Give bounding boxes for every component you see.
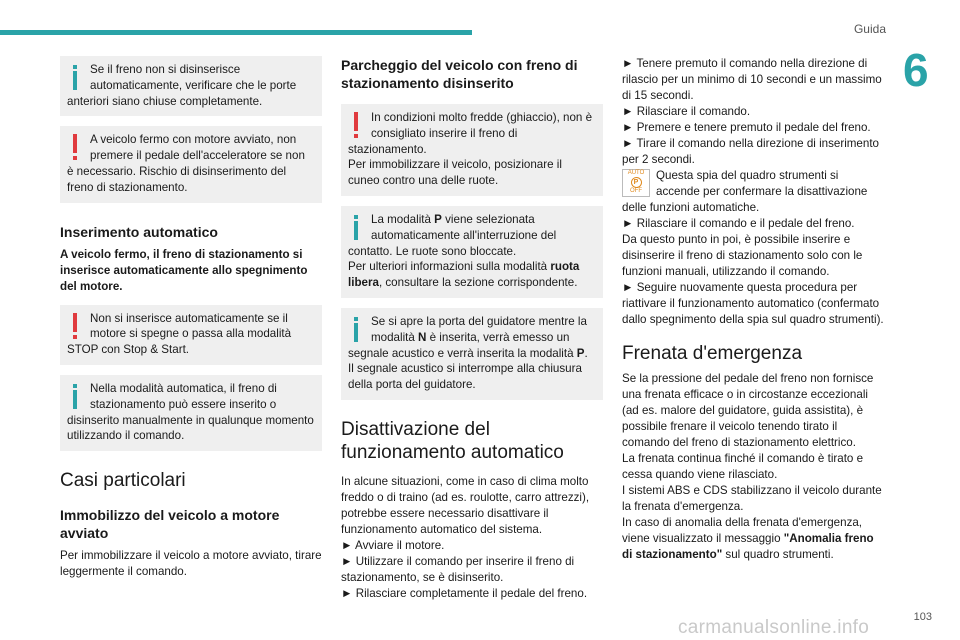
info-note: Se si apre la porta del guidatore mentre la modalità N è inserita, verrà emesso un segnale acustico e verrà inserita la modalità P. Il segnale acustico si interrompe alla chiusura della porta del guidatore. (341, 308, 603, 400)
heading-casi-particolari: Casi particolari (60, 470, 186, 492)
paragraph-frenata-2: La frenata continua finché il comando è tirato e cessa quando viene rilasciato. (622, 452, 864, 481)
info-icon (348, 314, 364, 344)
info-icon (67, 62, 83, 92)
info-icon (67, 381, 83, 411)
paragraph-situazioni: In alcune situazioni, come in caso di clima molto freddo o di traino (ad es. roulotte, carro attrezzi), potrebbe essere necessario disattivare il funzionamento automatico del sistema. (341, 474, 590, 536)
column-3 (622, 56, 884, 563)
heading-inserimento-automatico: Inserimento automatico (60, 223, 218, 240)
heading-immobilizzo: Immobilizzo del veicolo a motore avviato (60, 507, 280, 542)
step-avviare: ► Avviare il motore. (341, 538, 445, 552)
heading-disattivazione: Disattivazione del funzionamento automatico (341, 418, 564, 463)
step-rilasciare-comando: ► Rilasciare il comando. (622, 105, 751, 118)
warning-icon (67, 311, 83, 341)
section-title: Guida (853, 22, 886, 36)
info-note: Nella modalità automatica, il freno di stazionamento può essere inserito o disinserito manualmente in qualunque momento utilizzando il comando. (60, 375, 322, 451)
step-seguire-procedura: ► Seguire nuovamente questa procedura per riattivare il funzionamento automatico (confermato dallo spegnimento della spia sul quadro strumenti). (622, 281, 884, 326)
chapter-number: 6 (903, 44, 929, 96)
column-2 (341, 56, 603, 602)
heading-parcheggio: Parcheggio del veicolo con freno di stazionamento disinserito (341, 57, 578, 91)
step-tenere-premuto: ► Tenere premuto il comando nella direzione di rilascio per un minimo di 10 secondi e un massimo di 15 secondi. (622, 57, 882, 102)
column-1 (60, 56, 322, 580)
warning-note: A veicolo fermo con motore avviato, non premere il pedale dell'acceleratore se non è necessario. Rischio di disinserimento del freno di stazionamento. (60, 126, 322, 202)
warning-icon (67, 132, 83, 162)
info-note: Se il freno non si disinserisce automaticamente, verificare che le porte anteriori siano chiuse completamente. (60, 56, 322, 116)
step-utilizzare: ► Utilizzare il comando per inserire il freno di stazionamento, se è disinserito. (341, 554, 575, 584)
paragraph-immobilizzo: Per immobilizzare il veicolo a motore avviato, tirare leggermente il comando. (60, 549, 322, 579)
warning-note: Non si inserisce automaticamente se il motore si spegne o passa alla modalità STOP con Stop & Start. (60, 305, 322, 365)
info-icon (348, 212, 364, 242)
step-rilasciare-tutto: ► Rilasciare il comando e il pedale del freno. (622, 217, 855, 230)
warning-icon (348, 110, 364, 140)
paragraph-da-questo-punto: Da questo punto in poi, è possibile inserire e disinserire il freno di stazionamento solo con le funzioni manuali, utilizzando il comando. (622, 233, 863, 278)
page-number: 103 (913, 611, 932, 623)
info-note: La modalità P viene selezionata automaticamente all'interruzione del contatto. Le ruote sono bloccate. Per ulteriori informazioni sulla modalità ruota libera, consultare la sezione corrispondente. (341, 206, 603, 298)
auto-off-parking-icon: AUTO P OFF (622, 169, 650, 197)
step-tirare-comando: ► Tirare il comando nella direzione di inserimento per 2 secondi. (622, 137, 879, 166)
lead-paragraph: A veicolo fermo, il freno di stazionamento si inserisce automaticamente allo spegnimento del motore. (60, 247, 308, 293)
warning-light-block (622, 168, 884, 216)
warning-note: In condizioni molto fredde (ghiaccio), non è consigliato inserire il freno di stazionamento. Per immobilizzare il veicolo, posizionare il cuneo contro una delle ruote. (341, 104, 603, 196)
paragraph-frenata-3: I sistemi ABS e CDS stabilizzano il veicolo durante la frenata d'emergenza. (622, 484, 882, 513)
step-rilasciare-pedale: ► Rilasciare completamente il pedale del freno. (341, 586, 588, 600)
paragraph-spia: Questa spia del quadro strumenti si accende per confermare la disattivazione delle funzioni automatiche. (622, 169, 868, 214)
header-accent-bar (0, 30, 472, 35)
watermark: carmanualsonline.info (678, 617, 870, 638)
paragraph-frenata-4: In caso di anomalia della frenata d'emergenza, viene visualizzato il messaggio "Anomalia freno di stazionamento" sul quadro strumenti. (622, 516, 874, 561)
step-premere-pedale: ► Premere e tenere premuto il pedale del freno. (622, 121, 871, 134)
paragraph-frenata-1: Se la pressione del pedale del freno non fornisce una frenata efficace o in circostanze eccezionali (ad es. malore del guidatore, guida assistita), è possibile frenare il veicolo tenendo tirato il comando del freno di stazionamento elettrico. (622, 372, 874, 449)
heading-frenata-emergenza: Frenata d'emergenza (622, 343, 803, 364)
